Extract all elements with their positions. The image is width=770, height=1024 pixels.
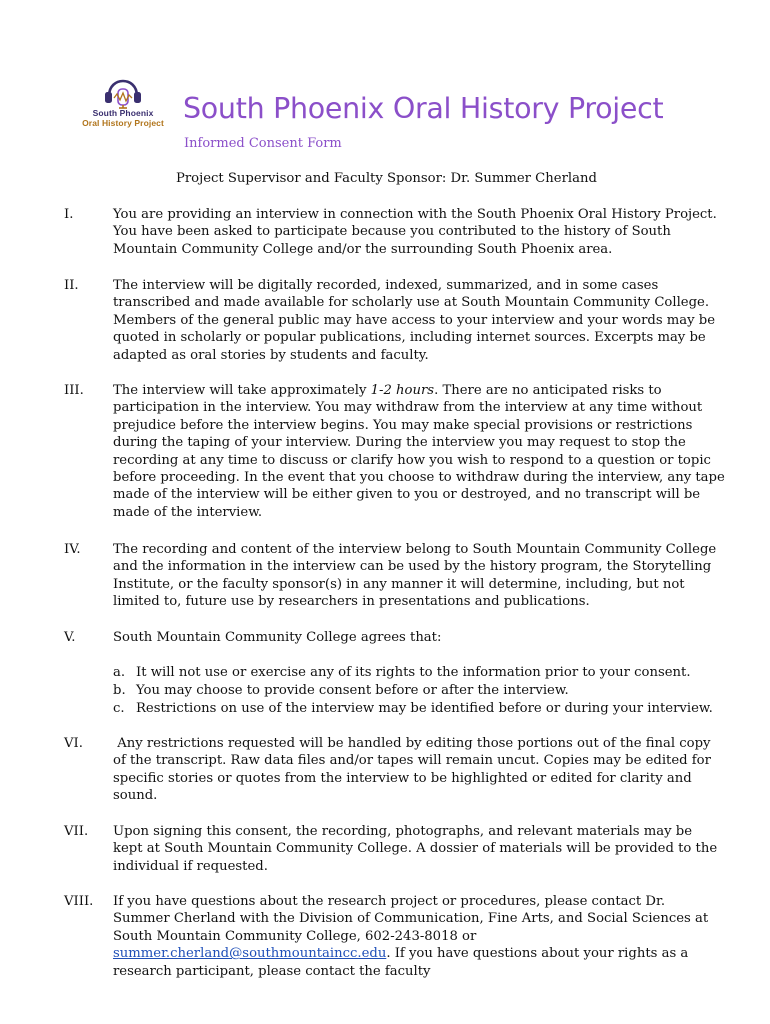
section-ii [64,277,724,364]
duration-text: 1-2 hours [370,383,435,398]
section-text: Any restrictions requested will be handled by editing those portions out of the final copy of the transcript. Raw data files and/or tapes will remain uncut. Copies may be edited for specific stories or quotes from the interview to be highlighted or edited for clarity and sound. [113,736,716,804]
list-item-b [113,682,569,699]
section-number: VII. [64,824,89,839]
list-text: It will not use or exercise any of its rights to the information prior to your consent. [136,665,691,680]
list-letter: a. [113,665,126,680]
section-vii [64,823,724,875]
section-text: The recording and content of the interview belong to South Mountain Community College and the information in the interview can be used by the history program, the Storytelling Institute, or the faculty sponsor(s) in any manner it will determine, including, but not limited to, future use by researchers in presentations and publications. [113,542,717,610]
section-iii [64,382,724,521]
section-text: The interview will be digitally recorded, indexed, summarized, and in some cases transcribed and made available for scholarly use at South Mountain Community College. Members of the general public may have access to your interview and your words may be quoted in scholarly or popular publications, including internet sources. Excerpts may be adapted as oral stories by students and faculty. [113,278,716,363]
list-item-a [113,664,691,681]
section-number: V. [64,630,76,645]
section-number: I. [64,207,74,222]
supervisor-line: Project Supervisor and Faculty Sponsor: Dr. Summer Cherland [176,171,597,186]
section-number: VI. [64,736,83,751]
logo-text-line1: South Phoenix [92,108,154,118]
section-number: IV. [64,542,81,557]
list-text: Restrictions on use of the interview may be identified before or during your interview. [136,701,713,716]
section-number: II. [64,278,79,293]
section-v [64,629,724,646]
section-text: Upon signing this consent, the recording, photographs, and relevant materials may be kept at South Mountain Community College. A dossier of materials will be provided to the individual if requested. [113,824,718,874]
logo-text-line2: Oral History Project [82,118,164,128]
section-viii [64,893,724,980]
section-text: You are providing an interview in connection with the South Phoenix Oral History Project. You have been asked to participate because you contributed to the history of South Mountain Community College and/or the surrounding South Phoenix area. [113,207,717,257]
section-vi [64,735,724,805]
section-number: III. [64,383,84,398]
section-iv [64,541,724,611]
email-link[interactable]: summer.cherland@southmountaincc.edu [113,946,387,962]
section-text: South Mountain Community College agrees that: [113,630,442,645]
section-i [64,206,724,258]
list-text: You may choose to provide consent before or after the interview. [136,683,569,698]
list-item-c [113,700,713,717]
list-letter: b. [113,683,126,698]
page-subtitle: Informed Consent Form [184,136,342,151]
page-title: South Phoenix Oral History Project [183,92,664,125]
list-letter: c. [113,701,125,716]
headphones-icon [72,70,174,110]
project-logo [72,70,174,132]
section-text: The interview will take approximately 1-2 hours. There are no anticipated risks to participation in the interview. You may withdraw from the interview at any time without prejudice before the interview begins. You may make special provisions or restrictions during the taping of your interview. During the interview you may request to stop the recording at any time to discuss or clarify how you wish to respond to a question or topic before proceeding. In the event that you choose to withdraw during the interview, any tape made of the interview will be either given to you or destroyed, and no transcript will be made of the interview. [113,383,725,520]
section-number: VIII. [64,894,94,909]
section-text: If you have questions about the research project or procedures, please contact Dr. Summer Cherland with the Division of Communication, Fine Arts, and Social Sciences at South Mountain Community College, 602-243-8018 or summer.cherland@southmountaincc.edu. If you have questions about your rights as a research participant, please contact the faculty [113,894,709,979]
